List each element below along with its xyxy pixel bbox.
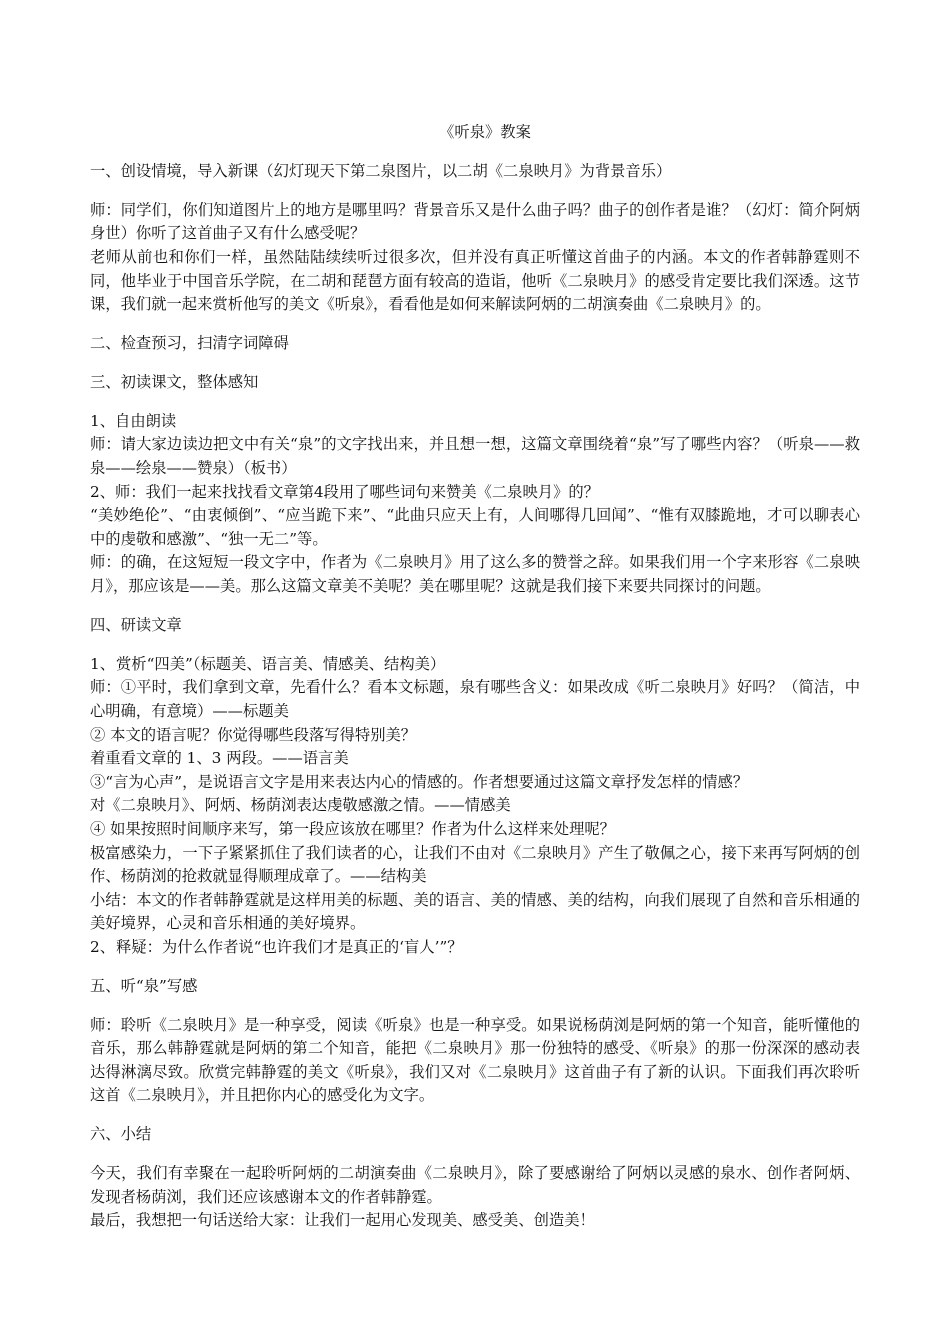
text-line: ④ 如果按照时间顺序来写，第一段应该放在哪里？作者为什么这样来处理呢？ (90, 819, 615, 838)
text-line: ② 本文的语言呢？你觉得哪些段落写得特别美？ (90, 725, 417, 744)
section-text: 赏析“四美”（标题美、语言美、情感美、结构美） (116, 654, 446, 673)
paragraph: 师：聆听《二泉映月》是一种享受，阅读《听泉》也是一种享受。如果说杨荫浏是阿炳的第一个知音，能听懂他的音乐，那么韩静霆就是阿炳的第二个知音，能把《二泉映月》那一份独特的感受、《听泉》的那一份深深的感动表达得淋漓尽致。欣赏完韩静霆的美文《听泉》，我们又对《二泉映月》这首曲子有了新的认识。下面我们再次聆听这首《二泉映月》，并且把你内心的感受化为文字。 (90, 1015, 860, 1105)
paragraph: 师：同学们，你们知道图片上的地方是哪里吗？背景音乐又是什么曲子吗？曲子的创作者是谁？（幻灯：简介阿炳身世）你听了这首曲子又有什么感受呢？ (90, 200, 860, 243)
section-text: 研读文章 (120, 615, 182, 634)
text-line: 1、自由朗读 (90, 411, 177, 430)
subsection-heading (90, 653, 860, 677)
section-heading (90, 614, 860, 638)
paragraph: “美妙绝伦”、“由衷倾倒”、“应当跪下来”、“此曲只应天上有，人间哪得几回闻”、“惟有双膝跪地，才可以聊表心中的虔敬和感激”、“独一无二”等。 (90, 506, 860, 548)
section-heading (90, 1123, 860, 1147)
text-line: ③“言为心声”，是说语言文字是用来表达内心的情感的。作者想要通过这篇文章抒发怎样的情感？ (90, 772, 749, 791)
paragraph: 师：的确，在这短短一段文字中，作者为《二泉映月》用了这么多的赞誉之辞。如果我们用一个字来形容《二泉映月》，那应该是——美。那么这篇文章美不美呢？美在哪里呢？这就是我们接下来要共同探讨的问题。 (90, 553, 860, 595)
section-heading (90, 975, 860, 999)
paragraph: 师：请大家边读边把文中有关“泉”的文字找出来，并且想一想，这篇文章围绕着“泉”写了哪些内容？（听泉——救泉——绘泉——赞泉）（板书） (90, 435, 860, 478)
section-text: 检查预习，扫清字词障碍 (120, 334, 289, 353)
section-number: 六、 (90, 1125, 121, 1144)
section-number: 四、 (90, 615, 121, 634)
section-heading (90, 332, 860, 356)
text-line: 对《二泉映月》、阿炳、杨荫浏表达虔敬感激之情。——情感美 (90, 796, 511, 815)
text-line: 2、师：我们一起来找找看文章第4段用了哪些词句来赞美《二泉映月》的？ (90, 482, 599, 501)
section-text: 释疑：为什么作者说“也许我们才是真正的‘盲人’”？ (116, 937, 463, 956)
section-text: 初读课文，整体感知 (120, 372, 259, 391)
document-body (90, 121, 860, 1233)
section-text: 小结 (120, 1125, 152, 1144)
paragraph: 最后，我想把一句话送给大家：让我们一起用心发现美、感受美、创造美！ (90, 1211, 595, 1230)
section-number: 五、 (90, 976, 121, 995)
paragraph: 师：①平时，我们拿到文章，先看什么？看本文标题，泉有哪些含义：如果改成《听二泉映月》好吗？（简洁，中心明确，有意境）——标题美 (90, 678, 860, 720)
paragraph: 小结：本文的作者韩静霆就是这样用美的标题、美的语言、美的情感、美的结构，向我们展现了自然和音乐相通的美好境界，心灵和音乐相通的美好境界。 (90, 890, 860, 933)
paragraph: 今天，我们有幸聚在一起聆听阿炳的二胡演奏曲《二泉映月》，除了要感谢给了阿炳以灵感的泉水、创作者阿炳、发现者杨荫浏，我们还应该感谢本文的作者韩静霆。 (90, 1164, 860, 1206)
document-title: 《听泉》教案 (439, 123, 531, 141)
section-text: 听“泉”写感 (120, 976, 198, 995)
subsection-heading (90, 936, 860, 960)
section-number: 一、 (90, 161, 121, 180)
paragraph: 老师从前也和你们一样，虽然陆陆续续听过很多次，但并没有真正听懂这首曲子的内涵。本文的作者韩静霆则不同，他毕业于中国音乐学院，在二胡和琵琶方面有较高的造诣，他听《二泉映月》的感受肯定要比我们深透。这节课，我们就一起来赏析他写的美文《听泉》，看看他是如何来解读阿炳的二胡演奏曲《二泉映月》的。 (90, 247, 860, 314)
section-number: 二、 (90, 334, 121, 353)
section-number: 2、 (90, 937, 116, 956)
section-number: 三、 (90, 372, 121, 391)
section-heading (90, 371, 860, 395)
section-text: 创设情境，导入新课（幻灯现天下第二泉图片，以二胡《二泉映月》为背景音乐） (120, 161, 672, 180)
text-line: 着重看文章的 1、3 两段。——语言美 (90, 749, 349, 768)
section-number: 1、 (90, 654, 116, 673)
section-heading (90, 160, 860, 184)
paragraph: 极富感染力，一下子紧紧抓住了我们读者的心，让我们不由对《二泉映月》产生了敬佩之心，接下来再写阿炳的创作、杨荫浏的抢救就显得顺理成章了。——结构美 (90, 843, 860, 886)
